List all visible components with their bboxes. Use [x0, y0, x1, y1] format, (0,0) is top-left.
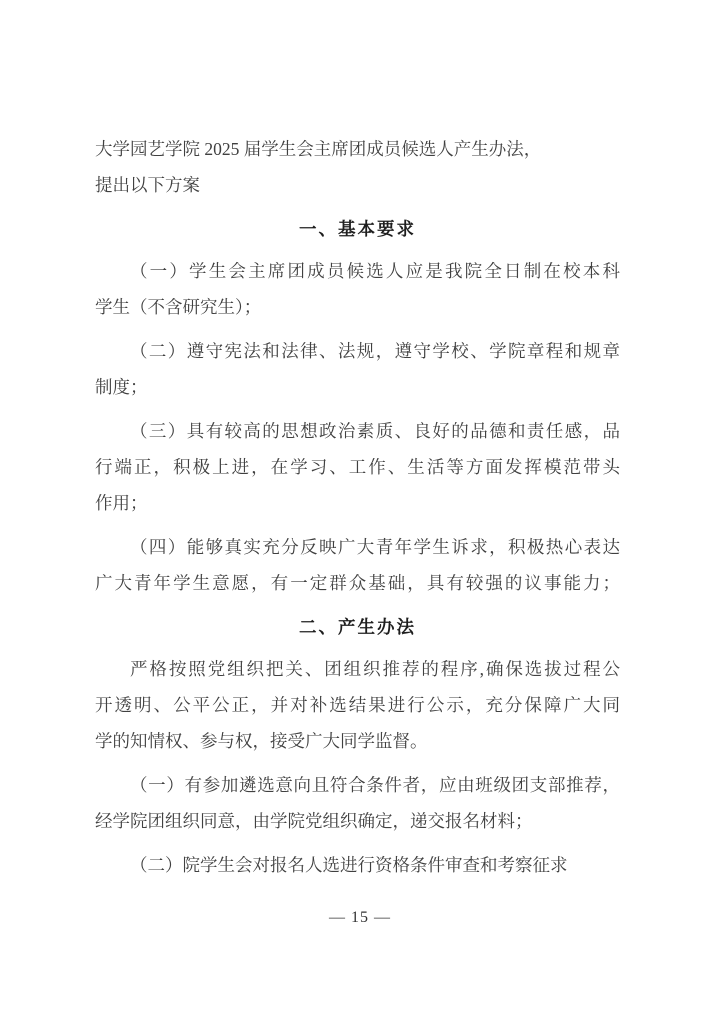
paragraph: [95, 131, 620, 203]
text-line: （一）学生会主席团成员候选人应是我院全日制在校本科: [130, 261, 620, 281]
text-line: 学的知情权、参与权，接受广大同学监督。: [95, 731, 428, 751]
text-line: （一）有参加遴选意向且符合条件者，应由班级团支部推荐，: [130, 775, 620, 795]
paragraph: [95, 253, 620, 325]
text-line: 大学园艺学院 2025 届学生会主席团成员候选人产生办法，: [95, 139, 542, 159]
text-line: （二）遵守宪法和法律、法规，遵守学校、学院章程和规章: [130, 341, 620, 361]
text-line: 一、基本要求: [299, 219, 416, 239]
text-line: 作用；: [95, 493, 148, 513]
text-line: 严格按照党组织把关、团组织推荐的程序,确保选拔过程公: [130, 659, 620, 679]
page-footer: [0, 906, 720, 930]
text-line: 经学院团组织同意，由学院党组织确定，递交报名材料；: [95, 811, 533, 831]
text-line: 制度；: [95, 377, 148, 397]
text-line: 二、产生办法: [299, 617, 416, 637]
paragraph: [95, 333, 620, 405]
text-line: （三）具有较高的思想政治素质、良好的品德和责任感，品: [130, 421, 620, 441]
page-number: — 15 —: [329, 909, 391, 926]
text-line: 开透明、公平公正，并对补选结果进行公示，充分保障广大同: [95, 695, 620, 715]
section-heading: [95, 211, 620, 249]
text-line: 广大青年学生意愿，有一定群众基础，具有较强的议事能力；: [95, 573, 620, 593]
document-body: [95, 131, 620, 891]
text-line: （二）院学生会对报名人选进行资格条件审查和考察征求: [130, 855, 568, 875]
text-line: 行端正，积极上进，在学习、工作、生活等方面发挥模范带头: [95, 457, 620, 477]
text-line: 学生（不含研究生）；: [95, 297, 262, 317]
paragraph: [95, 529, 620, 601]
text-line: 提出以下方案: [95, 175, 200, 195]
paragraph: [95, 767, 620, 839]
section-heading: [95, 609, 620, 647]
paragraph: [95, 651, 620, 759]
paragraph: [95, 413, 620, 521]
paragraph: [95, 847, 620, 883]
text-line: （四）能够真实充分反映广大青年学生诉求，积极热心表达: [130, 537, 620, 557]
